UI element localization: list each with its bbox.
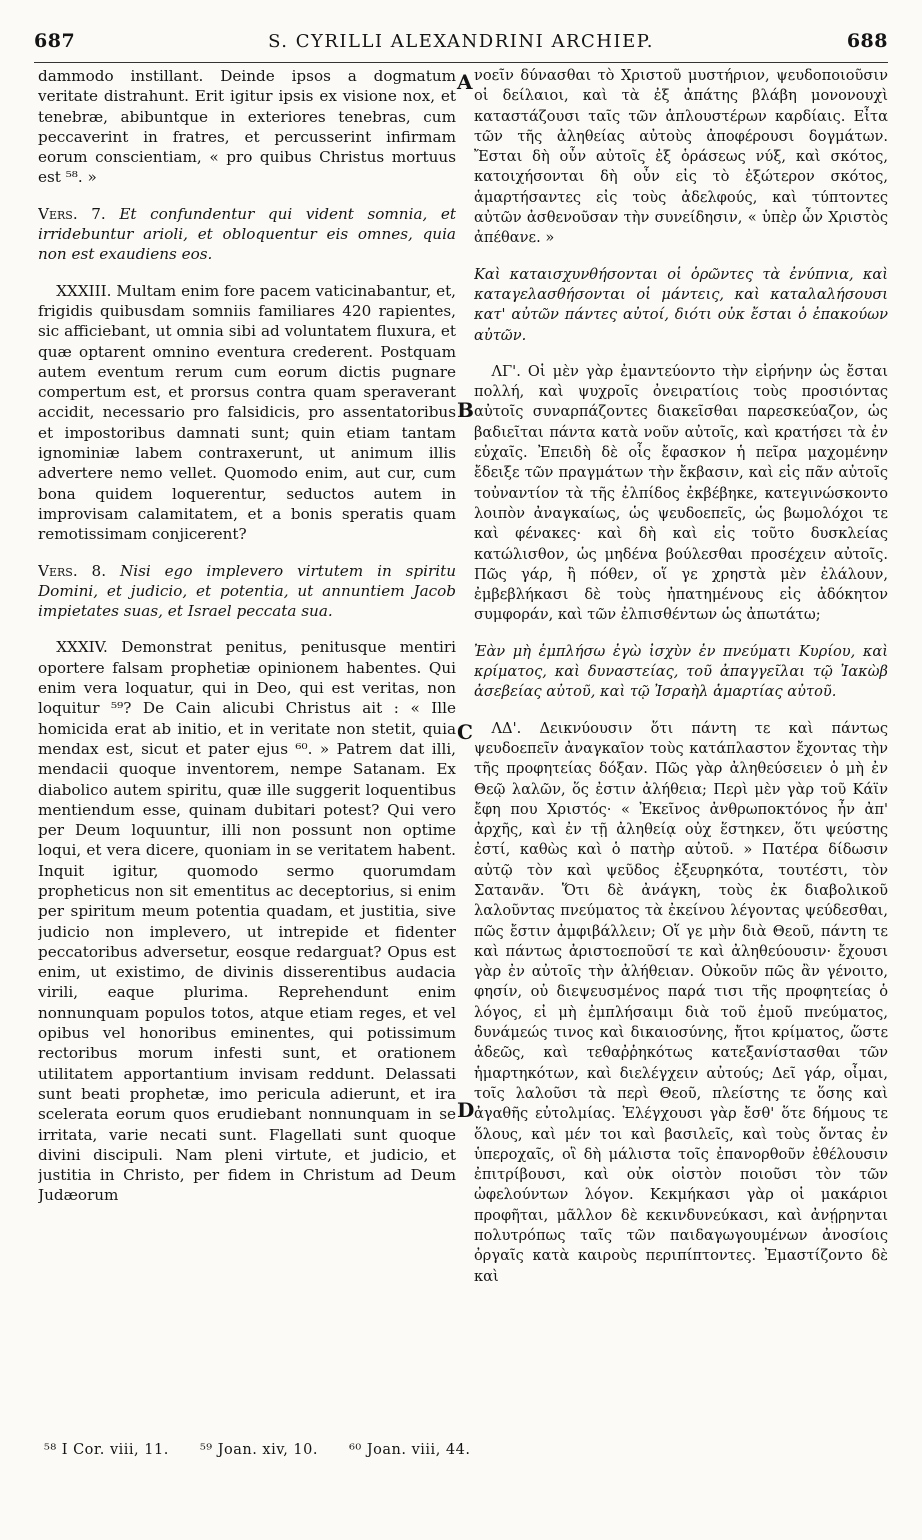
footnotes (44, 1442, 882, 1458)
greek-paragraph: ΛΓ'. Οἱ μὲν γὰρ ἐμαντεύοντο τὴν εἰρήνην ὡς ἔσται πολλή, καὶ ψυχροῖς ὀνειρατίοις τοὺς προσιόντας αὐτοῖς συναρπάζοντες διακεῖσθαι παρεσκεύαζον, ὡς βαδιεῖται πάντα κατὰ νοῦν αὐτοῖς, καὶ κρατήσει τὰ ἐν εὐχαῖς. Ἐπειδὴ δὲ οἷς ἔφασκον ἡ πεῖρα μαχομένην ἔδειξε τῶν πραγμάτων τὴν ἔκβασιν, καὶ εἰς πᾶν αὐτοῖς τοὐναντίον τὰ τῆς ἐλπίδος ἐκβέβηκε, κατεγινώσκοντο λοιπὸν ἀναγκαίως, ὡς ψευδοεπεῖς, ὡς βωμολόχοι τε καὶ φένακες· καὶ δὴ καὶ εἰς τοῦτο δυσκλείας κατώλισθον, ὡς μηδένα βούλεσθαι προσέχειν αὐτοῖς. Πῶς γάρ, ἢ πόθεν, οἵ γε χρηστὰ μὲν ἐλάλουν, ἐμβεβλήκασι δὲ τοὺς ἠπατημένους εἰς ἀδόκητον συμφοράν, καὶ τῶν ἐλπισθέντων ὡς ἀπωτάτω; (474, 362, 888, 624)
margin-marker-c: C (457, 720, 473, 744)
greek-paragraph: ΛΔ'. Δεικνύουσιν ὅτι πάντη τε καὶ πάντως ψευδοεπεῖν ἀναγκαῖον τοὺς κατάπλαστον ἔχοντας τὴν τῆς προφητείας δόξαν. Πῶς γὰρ ἀληθεύσειεν ὁ μὴ ἐν Θεῷ λαλῶν, ὅς ἐστιν ἀλήθεια; Περὶ μὲν γὰρ τοῦ Κάϊν ἔφη που Χριστός· « Ἐκεῖνος ἀνθρωποκτόνος ἦν ἀπ' ἀρχῆς, καὶ ἐν τῇ ἀληθείᾳ οὐχ ἕστηκεν, ὅτι ψεύστης ἐστί, καθὼς καὶ ὁ πατὴρ αὐτοῦ. » Πατέρα δίδωσιν αὐτῷ τὸν καὶ ψεῦδος ἐξευρηκότα, τουτέστι, τὸν Σατανᾶν. Ὅτι δὲ ἀνάγκη, τοὺς ἐκ διαβολικοῦ λαλοῦντας πνεύματος τὰ ἐκείνου λέγοντας ψεύδεσθαι, πῶς ἔστιν ἀμφιβάλλειν; Οἵ γε μὴν διὰ Θεοῦ, πάντη τε καὶ πάντως ἀριστοεποῦσί τε καὶ ἀληθεύουσιν· ἔχουσι γὰρ ἐν αὐτοῖς τὴν ἀλήθειαν. Οὐκοῦν πῶς ἂν γένοιτο, φησίν, οὐ διεψευσμένος παρά τισι τῆς προφητείας ὁ λόγος, εἰ μὴ ἐμπλήσαιμι διὰ τοῦ ἐμοῦ πνεύματος, δυνάμεώς τινος καὶ δικαιοσύνης, ἤτοι κρίματος, ὥστε ἀδεῶς, καὶ τεθαῤῥηκότως κατεξανίστασθαι τῶν ἡμαρτηκότων, καὶ διελέγχειν αὐτούς; Δεῖ γάρ, οἶμαι, τοῖς λαλοῦσι τὰ περὶ Θεοῦ, πλείστης τε ὅσης καὶ ἀγαθῆς εὐτολμίας. Ἐλέγχουσι γὰρ ἔσθ' ὅτε δήμους τε ὅλους, καὶ μέν τοι καὶ βασιλεῖς, καὶ τοὺς ὄντας ἐν ὑπεροχαῖς, οἳ δὴ μάλιστα τοῖς ἐπανορθοῦν ἐθέλουσιν ἐπιτρίβουσι, καὶ οὐκ οἰστὸν ποιοῦσι τὸν τῶν ὠφελούντων λόγον. Κεκμήκασι γὰρ οἱ μακάριοι προφῆται, μᾶλλον δὲ κεκινδυνεύκασι, καὶ ἀνῄρηνται πολυτρόπως ταῖς τῶν παιδαγωγουμένων ἀνοσίοις ὀργαῖς κατὰ καιροὺς περιπίπτοντες. Ἐμαστίζοντο δὲ καὶ (474, 719, 888, 1285)
latin-paragraph: XXXIV. Demonstrat penitus, penitusque mentiri oportere falsam prophetiæ opinionem habentes. Qui enim vera loquatur, qui in Deo, qui est veritas, non loquitur ⁵⁹? De Cain alicubi Christus ait : « Ille homicida erat ab initio, et in veritate non stetit, quia mendax est, sicut et pater ejus ⁶⁰. » Patrem dat illi, mendacii quoque inventorem, nempe Satanam. Ex diabolico autem spiritu, quæ ille suggerit loquentibus mentiendum esse, quinam dubitari potest? Qui vero per Deum loquuntur, illi non possunt non optime loqui, et vera dicere, quoniam in se veritatem habent. Inquit igitur, quomodo sermo quorumdam propheticus non sit ementitus ac deceptorius, si enim per spiritum meum potentia quadam, et justitia, sive judicio non implevero, ut intrepide et fidenter peccatoribus adversetur, eosque redarguat? Opus est enim, ut existimo, de divinis disserentibus audacia virili, eaque plurima. Reprehendunt enim nonnunquam populos totos, atque etiam reges, et vel opibus vel honoribus eminentes, qui potissimum rectoribus morum infesti sunt, et orationem utilitatem apportantium invisam reddunt. Delassati sunt beati prophetæ, imo pericula adierunt, et ira scelerata eorum quos erudiebant nonnunquam in se irritata, varie necati sunt. Flagellati sunt quoque divini discipuli. Nam pleni virtute, et judicio, et justitia in Christo, per fidem in Christum ad Deum Judæorum (38, 638, 456, 1205)
verse-number: Vers. 7. (38, 204, 106, 223)
margin-marker-b: B (457, 398, 474, 422)
margin-marker-d: D (457, 1098, 475, 1122)
verse-text: Et confundentur qui vident somnia, et irridebuntur arioli, et obloquentur eis omnes, quia non est exaudiens eos. (38, 204, 456, 264)
greek-verse: Ἐὰν μὴ ἐμπλήσω ἐγὼ ἰσχὺν ἐν πνεύματι Κυρίου, καὶ κρίματος, καὶ δυναστείας, τοῦ ἀπαγγεῖλαι τῷ Ἰακὼβ ἀσεβείας αὐτοῦ, καὶ τῷ Ἰσραὴλ ἁμαρτίας αὐτοῦ. (474, 642, 888, 701)
verse-number: Vers. 8. (38, 561, 107, 580)
greek-paragraph: νοεῖν δύνασθαι τὸ Χριστοῦ μυστήριον, ψευδοποιοῦσιν οἱ δείλαιοι, καὶ τὰ ἐξ ἀπάτης βλάβη μονονουχὶ καταστάζουσι ταῖς τῶν ἁπλουστέρων καρδίαις. Εἶτα τῶν τῆς ἀληθείας αὐτοὺς ἀποφέρουσι δογμάτων. Ἔσται δὴ οὖν αὐτοῖς ἐξ ὁράσεως νύξ, καὶ σκότος, κατοιχήσονται δὴ οὖν εἰς τὸ ἐξώτερον σκότος, ἁμαρτήσαντες εἰς τοὺς ἀδελφούς, καὶ τύπτοντες αὐτῶν ἀσθενοῦσαν τὴν συνείδησιν, « ὑπὲρ ὧν Χριστὸς ἀπέθανε. » (474, 67, 888, 247)
margin-marker-a: A (457, 70, 473, 94)
greek-column (474, 66, 888, 1426)
header-rule (34, 62, 888, 63)
footnote: ⁶⁰ Joan. viii, 44. (349, 1442, 471, 1458)
greek-verse: Καὶ καταισχυνθήσονται οἱ ὁρῶντες τὰ ἐνύπνια, καὶ καταγελασθήσονται οἱ μάντεις, καὶ καταλαλήσουσι κατ' αὐτῶν πάντες αὐτοί, διότι οὐκ ἔσται ὁ ἐπακούων αὐτῶν. (474, 265, 888, 344)
latin-verse (38, 561, 456, 622)
latin-paragraph: XXXIII. Multam enim fore pacem vaticinabantur, et, frigidis quibusdam somniis familiares 420 rapientes, sic afficiebant, ut omnia sibi ad voluntatem fluxura, et quæ optarent omnino eventura crederent. Postquam autem eventum rerum cum eorum dictis pugnare compertum est, et prorsus contra quam speraverant accidit, necessario pro falsidicis, pro assentatoribus et impostoribus damnati sunt; quin etiam tantam ignominiæ labem contraxerunt, ut animum illis advertere nemo vellet. Quomodo enim, aut cur, cum bona quidem loquerentur, seductos autem in improvisam calamitatem, et a bonis speratis quam remotissimam conjicerent? (38, 281, 456, 544)
page-header (34, 30, 888, 60)
footnote: ⁵⁸ I Cor. viii, 11. (44, 1442, 169, 1458)
running-title: S. CYRILLI ALEXANDRINI ARCHIEP. (268, 31, 654, 52)
verse-text: Nisi ego implevero virtutem in spiritu Domini, et judicio, et potentia, ut annuntiem Jacob impietates suas, et Israel peccata sua. (38, 561, 456, 621)
latin-verse (38, 204, 456, 265)
latin-column (38, 66, 456, 1426)
footnote: ⁵⁹ Joan. xiv, 10. (199, 1442, 318, 1458)
latin-paragraph: dammodo instillant. Deinde ipsos a dogmatum veritate distrahunt. Erit igitur ipsis ex visione nox, et tenebræ, abibuntque in exteriores tenebras, cum peccaverint in fratres, et percusserint infirmam eorum conscientiam, « pro quibus Christus mortuus est ⁵⁸. » (38, 67, 456, 187)
page-number-right: 688 (846, 30, 888, 52)
page-number-left: 687 (34, 30, 76, 52)
